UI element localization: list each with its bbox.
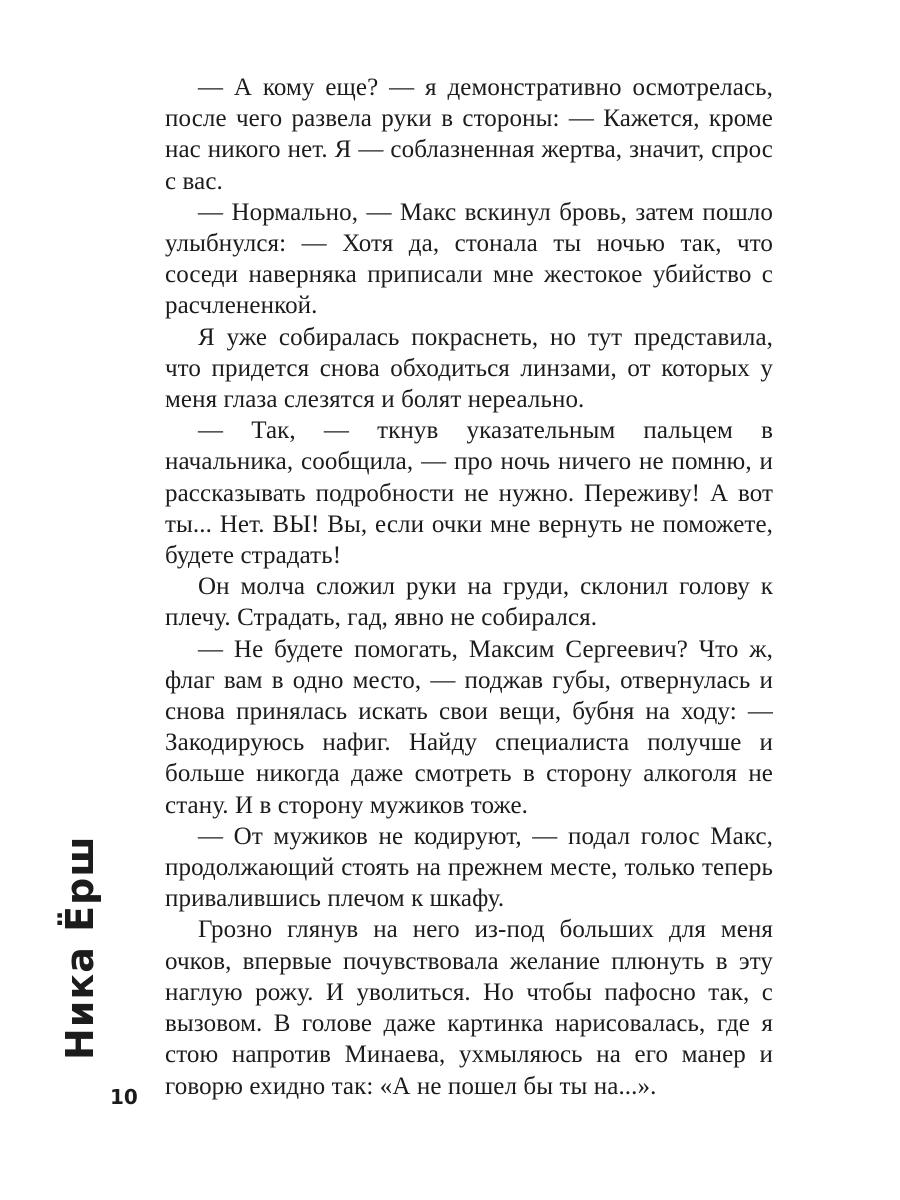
body-text	[165, 72, 773, 1102]
paragraph-5: Он молча сложил руки на груди, склонил голову к плечу. Страдать, гад, явно не собирался.	[165, 573, 773, 632]
paragraph-2: — Нормально, — Макс вскинул бровь, затем пошло улыбнулся: — Хотя да, стонала ты ночью так, что соседи наверняка приписали мне жестокое убийство с расчлененкой.	[165, 198, 773, 320]
paragraph-3: Я уже собиралась покраснеть, но тут представила, что придется снова обходиться линзами, от которых у меня глаза слезятся и болят нереально.	[165, 323, 773, 414]
running-head-author: Ника Ёрш	[58, 835, 102, 1060]
paragraph-8: Грозно глянув на него из-под больших для меня очков, впервые почувствовала желание плюнуть в эту наглую рожу. И уволиться. Но чтобы пафосно так, с вызовом. В голове даже картинка нарисовалась, где я стою напротив Минаева, ухмыляюсь на его манер и говорю ехидно так: «А не пошел бы ты на...».	[165, 916, 773, 1100]
paragraph-1: — А кому еще? — я демонстративно осмотрелась, после чего развела руки в стороны: — Кажется, кроме нас никого нет. Я — соблазненная жертва, значит, спрос с вас.	[165, 74, 773, 195]
paragraph-7: — От мужиков не кодируют, — подал голос Макс, продолжающий стоять на прежнем месте, только теперь привалившись плечом к шкафу.	[165, 822, 773, 913]
paragraph-6: — Не будете помогать, Максим Сергеевич? Что ж, флаг вам в одно место, — поджав губы, отвернулась и снова принялась искать свои вещи, бубня на ходу: — Закодируюсь нафиг. Найду специалиста получше и больше никогда даже смотреть в сторону алкоголя не стану. И в сторону мужиков тоже.	[165, 635, 773, 819]
paragraph-4: — Так, — ткнув указательным пальцем в начальника, сообщила, — про ночь ничего не помню, и рассказывать подробности не нужно. Переживу! А вот ты... Нет. ВЫ! Вы, если очки мне вернуть не поможете, будете страдать!	[165, 417, 773, 570]
page-number: 10	[110, 1085, 138, 1109]
